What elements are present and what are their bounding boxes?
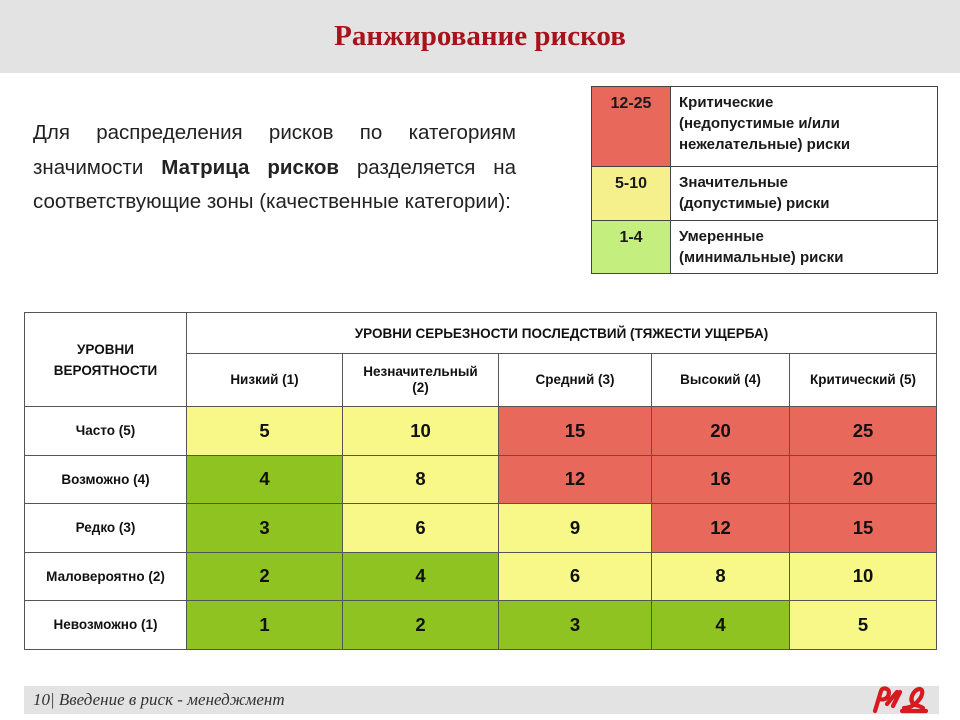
matrix-row [25, 504, 937, 553]
risk-score-cell: 4 [343, 552, 499, 601]
risk-score-cell: 3 [187, 504, 343, 553]
legend-description-cell [671, 221, 938, 274]
probability-row-label: Редко (3) [25, 504, 187, 553]
severity-column-header [790, 354, 937, 407]
risk-score-cell: 20 [652, 407, 790, 456]
severity-levels-header: УРОВНИ СЕРЬЕЗНОСТИ ПОСЛЕДСТВИЙ (ТЯЖЕСТИ УЩЕРБА) [187, 313, 937, 354]
column-header-line: (2) [412, 380, 429, 395]
matrix-row [25, 552, 937, 601]
matrix-header-row [25, 313, 937, 354]
column-header-line: Высокий (4) [680, 372, 761, 387]
legend-desc-line: Значительные [679, 174, 789, 191]
legend-range-cell: 5-10 [592, 167, 671, 221]
risk-score-cell: 6 [343, 504, 499, 553]
risk-score-cell: 20 [790, 455, 937, 504]
intro-text-start: Для распределения рисков по категориям значимости [33, 121, 516, 179]
risk-score-cell: 2 [187, 552, 343, 601]
matrix-row [25, 455, 937, 504]
legend-desc-line: Критические [679, 94, 774, 111]
risk-legend-table [591, 86, 938, 274]
column-header-line: Средний (3) [535, 372, 615, 387]
risk-score-cell: 8 [652, 552, 790, 601]
risk-score-cell: 9 [499, 504, 652, 553]
risk-score-cell: 15 [499, 407, 652, 456]
risk-score-cell: 4 [187, 455, 343, 504]
matrix-row [25, 407, 937, 456]
legend-description-cell [671, 87, 938, 167]
column-header-line: Незначительный [363, 364, 478, 379]
legend-range-cell: 12-25 [592, 87, 671, 167]
risk-score-cell: 10 [790, 552, 937, 601]
legend-desc-line: нежелательные) риски [679, 136, 851, 153]
risk-score-cell: 25 [790, 407, 937, 456]
probability-row-label: Невозможно (1) [25, 601, 187, 650]
legend-desc-line: (недопустимые и/или [679, 115, 840, 132]
risk-score-cell: 8 [343, 455, 499, 504]
corner-line: ВЕРОЯТНОСТИ [53, 362, 158, 378]
legend-desc-line: (допустимые) риски [679, 195, 830, 212]
intro-paragraph [33, 116, 516, 220]
probability-row-label: Маловероятно (2) [25, 552, 187, 601]
severity-column-header [187, 354, 343, 407]
legend-row [592, 221, 938, 274]
risk-score-cell: 16 [652, 455, 790, 504]
risk-score-cell: 12 [652, 504, 790, 553]
risk-score-cell: 2 [343, 601, 499, 650]
severity-column-header [652, 354, 790, 407]
page-title: Ранжирование рисков [334, 20, 626, 52]
legend-description-cell [671, 167, 938, 221]
risk-score-cell: 12 [499, 455, 652, 504]
risk-score-cell: 3 [499, 601, 652, 650]
severity-column-header [343, 354, 499, 407]
risk-matrix-table [24, 312, 937, 650]
legend-row [592, 87, 938, 167]
risk-score-cell: 10 [343, 407, 499, 456]
severity-column-header [499, 354, 652, 407]
risk-score-cell: 4 [652, 601, 790, 650]
legend-row [592, 167, 938, 221]
column-header-line: Критический (5) [810, 372, 916, 387]
legend-range-cell: 1-4 [592, 221, 671, 274]
matrix-row [25, 601, 937, 650]
risk-score-cell: 5 [790, 601, 937, 650]
legend-desc-line: (минимальные) риски [679, 249, 844, 266]
footer-text: 10| Введение в риск - менеджмент [33, 690, 285, 709]
probability-row-label: Часто (5) [25, 407, 187, 456]
risk-score-cell: 1 [187, 601, 343, 650]
risk-score-cell: 5 [187, 407, 343, 456]
rzd-logo-icon [866, 684, 930, 716]
column-header-line: Низкий (1) [230, 372, 299, 387]
corner-line: УРОВНИ [77, 341, 134, 357]
risk-score-cell: 6 [499, 552, 652, 601]
legend-desc-line: Умеренные [679, 228, 764, 245]
probability-levels-header [25, 313, 187, 407]
intro-bold-term: Матрица рисков [161, 155, 339, 179]
risk-score-cell: 15 [790, 504, 937, 553]
probability-row-label: Возможно (4) [25, 455, 187, 504]
intro-text-end: разделяется на соответствующие зоны (качественные категории): [33, 155, 516, 213]
